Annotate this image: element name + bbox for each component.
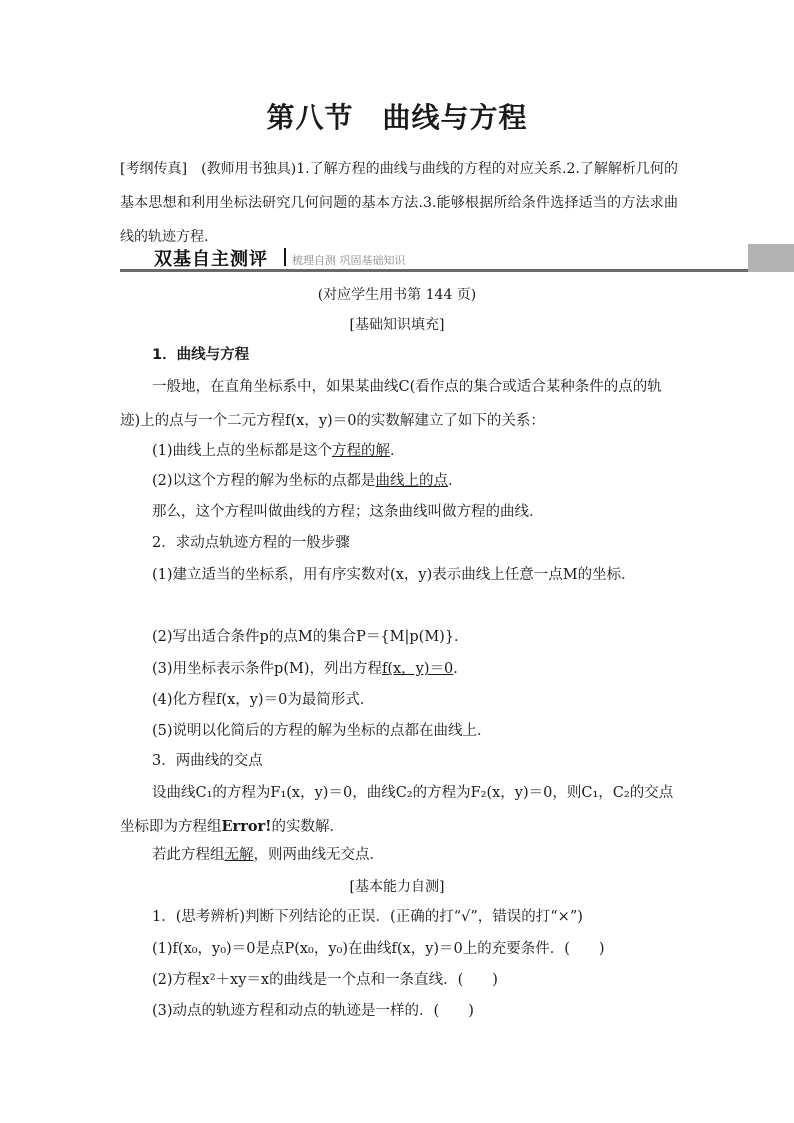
banner-title: 双基自主测评 xyxy=(154,249,268,270)
item1-line1-blank: 方程的解 xyxy=(332,443,391,459)
item2-step3 xyxy=(120,652,674,686)
banner-separator xyxy=(284,248,286,266)
item2-heading: 2．求动点轨迹方程的一般步骤 xyxy=(152,535,350,551)
item1-line2-text: (2)以这个方程的解为坐标的点都是 xyxy=(152,473,376,489)
item3-text1-end: 的实数解． xyxy=(271,819,345,835)
section-heading-ability-test: [基本能力自测] xyxy=(349,879,445,895)
section-heading-basic-knowledge: [基础知识填充] xyxy=(349,317,445,333)
item1-line2-blank: 曲线上的点 xyxy=(375,473,449,489)
item3-text2-start: 若此方程组 xyxy=(152,847,225,863)
item3-text1 xyxy=(120,776,674,844)
page-title: 第八节 曲线与方程 xyxy=(266,101,528,134)
question1-heading: 1．(思考辨析)判断下列结论的正误．(正确的打“√”，错误的打“×”) xyxy=(152,909,583,925)
book-reference: (对应学生用书第 144 页) xyxy=(317,287,477,303)
banner-gray-block xyxy=(748,244,794,272)
item1-heading: 1．曲线与方程 xyxy=(152,347,250,363)
item1-intro: 一般地，在直角坐标系中，如果某曲线C(看作点的集合或适合某种条件的点的轨迹)上的点与一个二元方程f(x，y)＝0的实数解建立了如下的关系： xyxy=(120,379,662,429)
item1-line2-end: ． xyxy=(448,473,463,489)
item2-step2: (2)写出适合条件p的点M的集合P＝{M|p(M)}． xyxy=(152,629,469,645)
syllabus-text: (教师用书独具)1.了解方程的曲线与曲线的方程的对应关系.2.了解解析几何的基本思想和利用坐标法研究几何问题的基本方法.3.能够根据所给条件选择适当的方法求曲线的轨迹方程. xyxy=(120,161,678,245)
question1-part1: (1)f(x₀，y₀)＝0是点P(x₀，y₀)在曲线f(x，y)＝0上的充要条件．( ) xyxy=(152,941,605,957)
item2-step5: (5)说明以化简后的方程的解为坐标的点都在曲线上． xyxy=(152,723,492,739)
item3-text2 xyxy=(120,838,674,872)
item2-step3-text: (3)用坐标表示条件p(M)，列出方程 xyxy=(152,661,382,677)
item2-step4: (4)化方程f(x，y)＝0为最简形式． xyxy=(152,692,375,708)
item3-error-placeholder: Error! xyxy=(221,818,272,835)
syllabus-outline xyxy=(120,152,678,254)
item3-text2-end: ，则两曲线无交点． xyxy=(253,847,384,863)
item2-step1: (1)建立适当的坐标系，用有序实数对(x，y)表示曲线上任意一点M的坐标． xyxy=(152,567,636,583)
item1-conclusion: 那么，这个方程叫做曲线的方程；这条曲线叫做方程的曲线． xyxy=(152,504,544,520)
item1-line1 xyxy=(120,434,674,468)
item3-heading: 3．两曲线的交点 xyxy=(152,753,263,769)
item3-text1-main: 设曲线C₁的方程为F₁(x，y)＝0，曲线C₂的方程为F₂(x，y)＝0，则C₁，C₂的交点坐标即为方程组 xyxy=(120,785,674,835)
item1-line2 xyxy=(120,464,674,498)
item1-line1-text: (1)曲线上点的坐标都是这个 xyxy=(152,443,333,459)
item2-step3-end: ． xyxy=(453,661,468,677)
question1-part2: (2)方程x²＋xy＝x的曲线是一个点和一条直线．( ) xyxy=(152,972,498,988)
item3-text2-blank: 无解 xyxy=(224,847,254,863)
banner-subtitle: 梳理自测 巩固基础知识 xyxy=(292,254,406,267)
item2-step3-blank: f(x，y)＝0 xyxy=(381,661,454,677)
question1-part3: (3)动点的轨迹方程和动点的轨迹是一样的．( ) xyxy=(152,1003,474,1019)
syllabus-tag: [考纲传真] xyxy=(120,161,188,177)
section-banner xyxy=(120,244,794,272)
item1-line1-end: ． xyxy=(390,443,405,459)
